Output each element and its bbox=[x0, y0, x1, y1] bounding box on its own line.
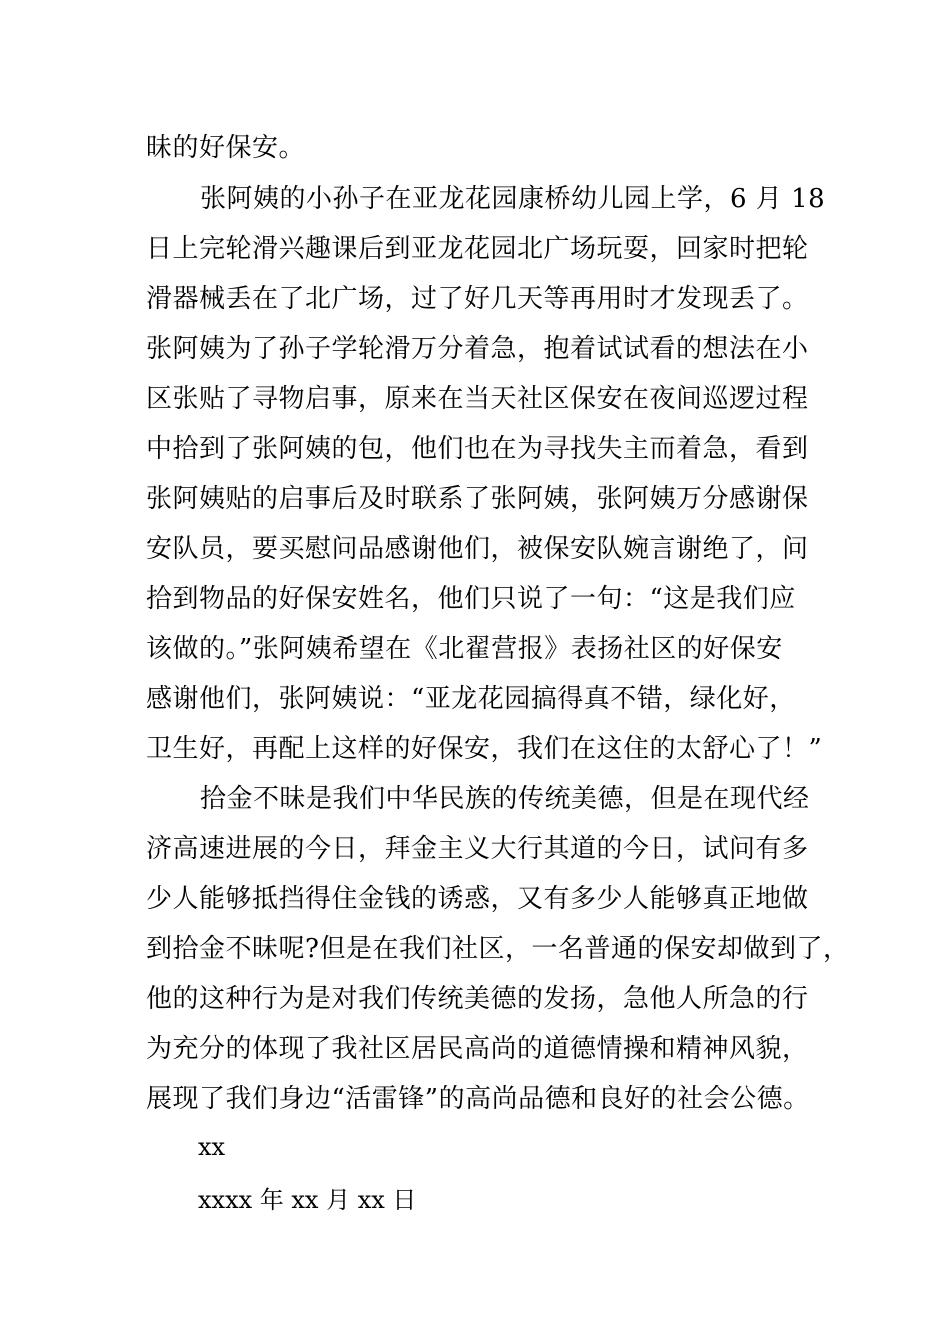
text-line: 济高速进展的今日，拜金主义大行其道的今日，试问有多 bbox=[146, 834, 809, 864]
text-line: 张阿姨为了孙子学轮滑万分着急，抱着试试看的想法在小 bbox=[146, 334, 809, 364]
text-line: 拾到物品的好保安姓名，他们只说了一句：“这是我们应 bbox=[146, 584, 796, 614]
text-line: 安队员，要买慰问品感谢他们，被保安队婉言谢绝了，问 bbox=[146, 534, 809, 564]
paragraph-1-tail bbox=[146, 123, 816, 173]
text-line: 少人能够抵挡得住金钱的诱惑，又有多少人能够真正地做 bbox=[146, 884, 809, 914]
text-line: 区张贴了寻物启事，原来在当天社区保安在夜间巡逻过程 bbox=[146, 384, 809, 414]
text-line: 中拾到了张阿姨的包，他们也在为寻找失主而着急，看到 bbox=[146, 434, 809, 464]
text-line: 为充分的体现了我社区居民高尚的道德情操和精神风貌， bbox=[146, 1034, 809, 1064]
paragraph-2 bbox=[146, 174, 826, 774]
text-line: 卫生好，再配上这样的好保安，我们在这住的太舒心了！” bbox=[146, 734, 823, 764]
date: xxxx 年 xx 月 xx 日 bbox=[198, 1186, 417, 1214]
text-line: 昧的好保安。 bbox=[146, 133, 306, 163]
text-line: 滑器械丢在了北广场，过了好几天等再用时才发现丢了。 bbox=[146, 284, 809, 314]
text-line: 张阿姨的小孙子在亚龙花园康桥幼儿园上学，6 月 18 bbox=[200, 184, 826, 214]
text-line: 他的这种行为是对我们传统美德的发扬，急他人所急的行 bbox=[146, 984, 809, 1014]
text-line: 日上完轮滑兴趣课后到亚龙花园北广场玩耍，回家时把轮 bbox=[146, 234, 809, 264]
signature: xx bbox=[198, 1133, 226, 1161]
text-line: 该做的。”张阿姨希望在《北翟营报》表扬社区的好保安 bbox=[146, 634, 783, 664]
text-line: 拾金不昧是我们中华民族的传统美德，但是在现代经 bbox=[200, 784, 810, 814]
text-line: 展现了我们身边“活雷锋”的高尚品德和良好的社会公德。 bbox=[146, 1084, 810, 1114]
text-line: 到拾金不昧呢?但是在我们社区，一名普通的保安却做到了， bbox=[146, 934, 850, 964]
text-line: 感谢他们，张阿姨说：“亚龙花园搞得真不错，绿化好， bbox=[146, 684, 796, 714]
text-line: 张阿姨贴的启事后及时联系了张阿姨，张阿姨万分感谢保 bbox=[146, 484, 809, 514]
paragraph-3 bbox=[146, 774, 850, 1124]
